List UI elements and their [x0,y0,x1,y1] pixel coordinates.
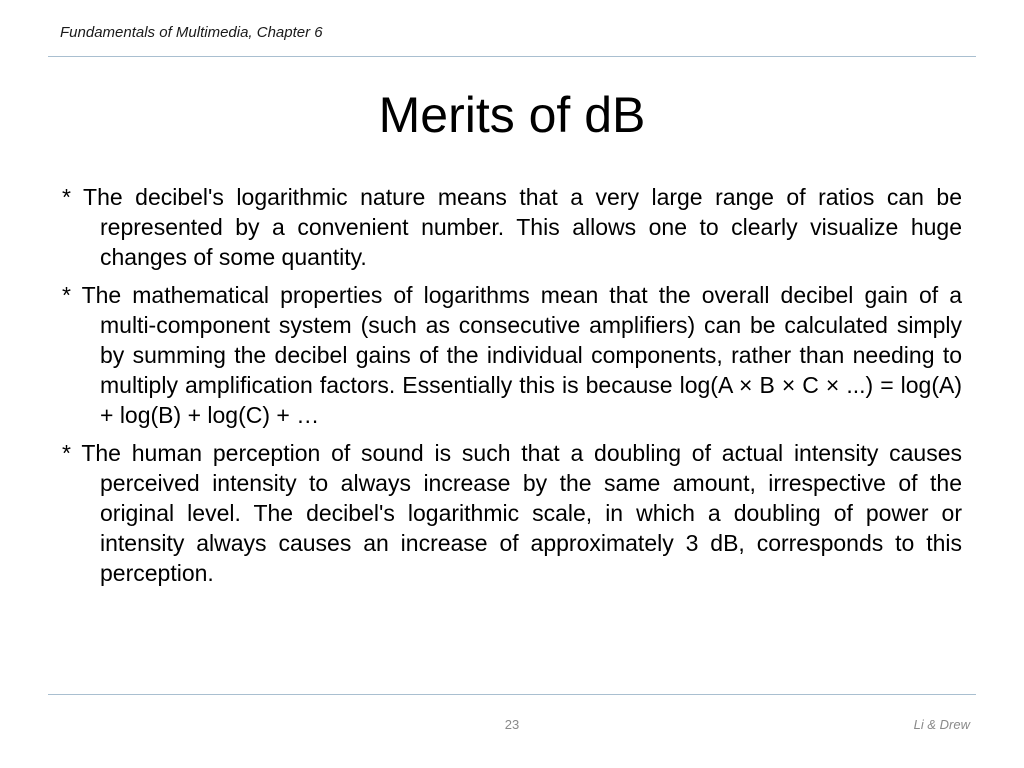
slide-title: Merits of dB [378,87,646,143]
footer-divider [48,694,976,695]
header-divider [48,56,976,57]
page-number: 23 [504,717,520,732]
chapter-header: Fundamentals of Multimedia, Chapter 6 [60,24,323,41]
bullet-point: * The human perception of sound is such that a doubling of actual intensity causes perceived intensity to always increase by the same amount, irrespective of the original level. The decibel's logarithmic scale, in which a doubling of power or intensity always causes an increase of approximately 3 dB, corresponds to this perception. [62,440,962,586]
bullet-point: * The mathematical properties of logarithms mean that the overall decibel gain of a multi-component system (such as consecutive amplifiers) can be calculated simply by summing the decibel gains of the individual components, rather than needing to multiply amplification factors. Essentially this is because log(A × B × C × ...) = log(A) + log(B) + log(C) + … [62,282,962,428]
slide-body [62,182,962,596]
footer-authors: Li & Drew [913,717,970,732]
bullet-point: * The decibel's logarithmic nature means that a very large range of ratios can be represented by a convenient number. This allows one to clearly visualize huge changes of some quantity. [62,184,962,270]
